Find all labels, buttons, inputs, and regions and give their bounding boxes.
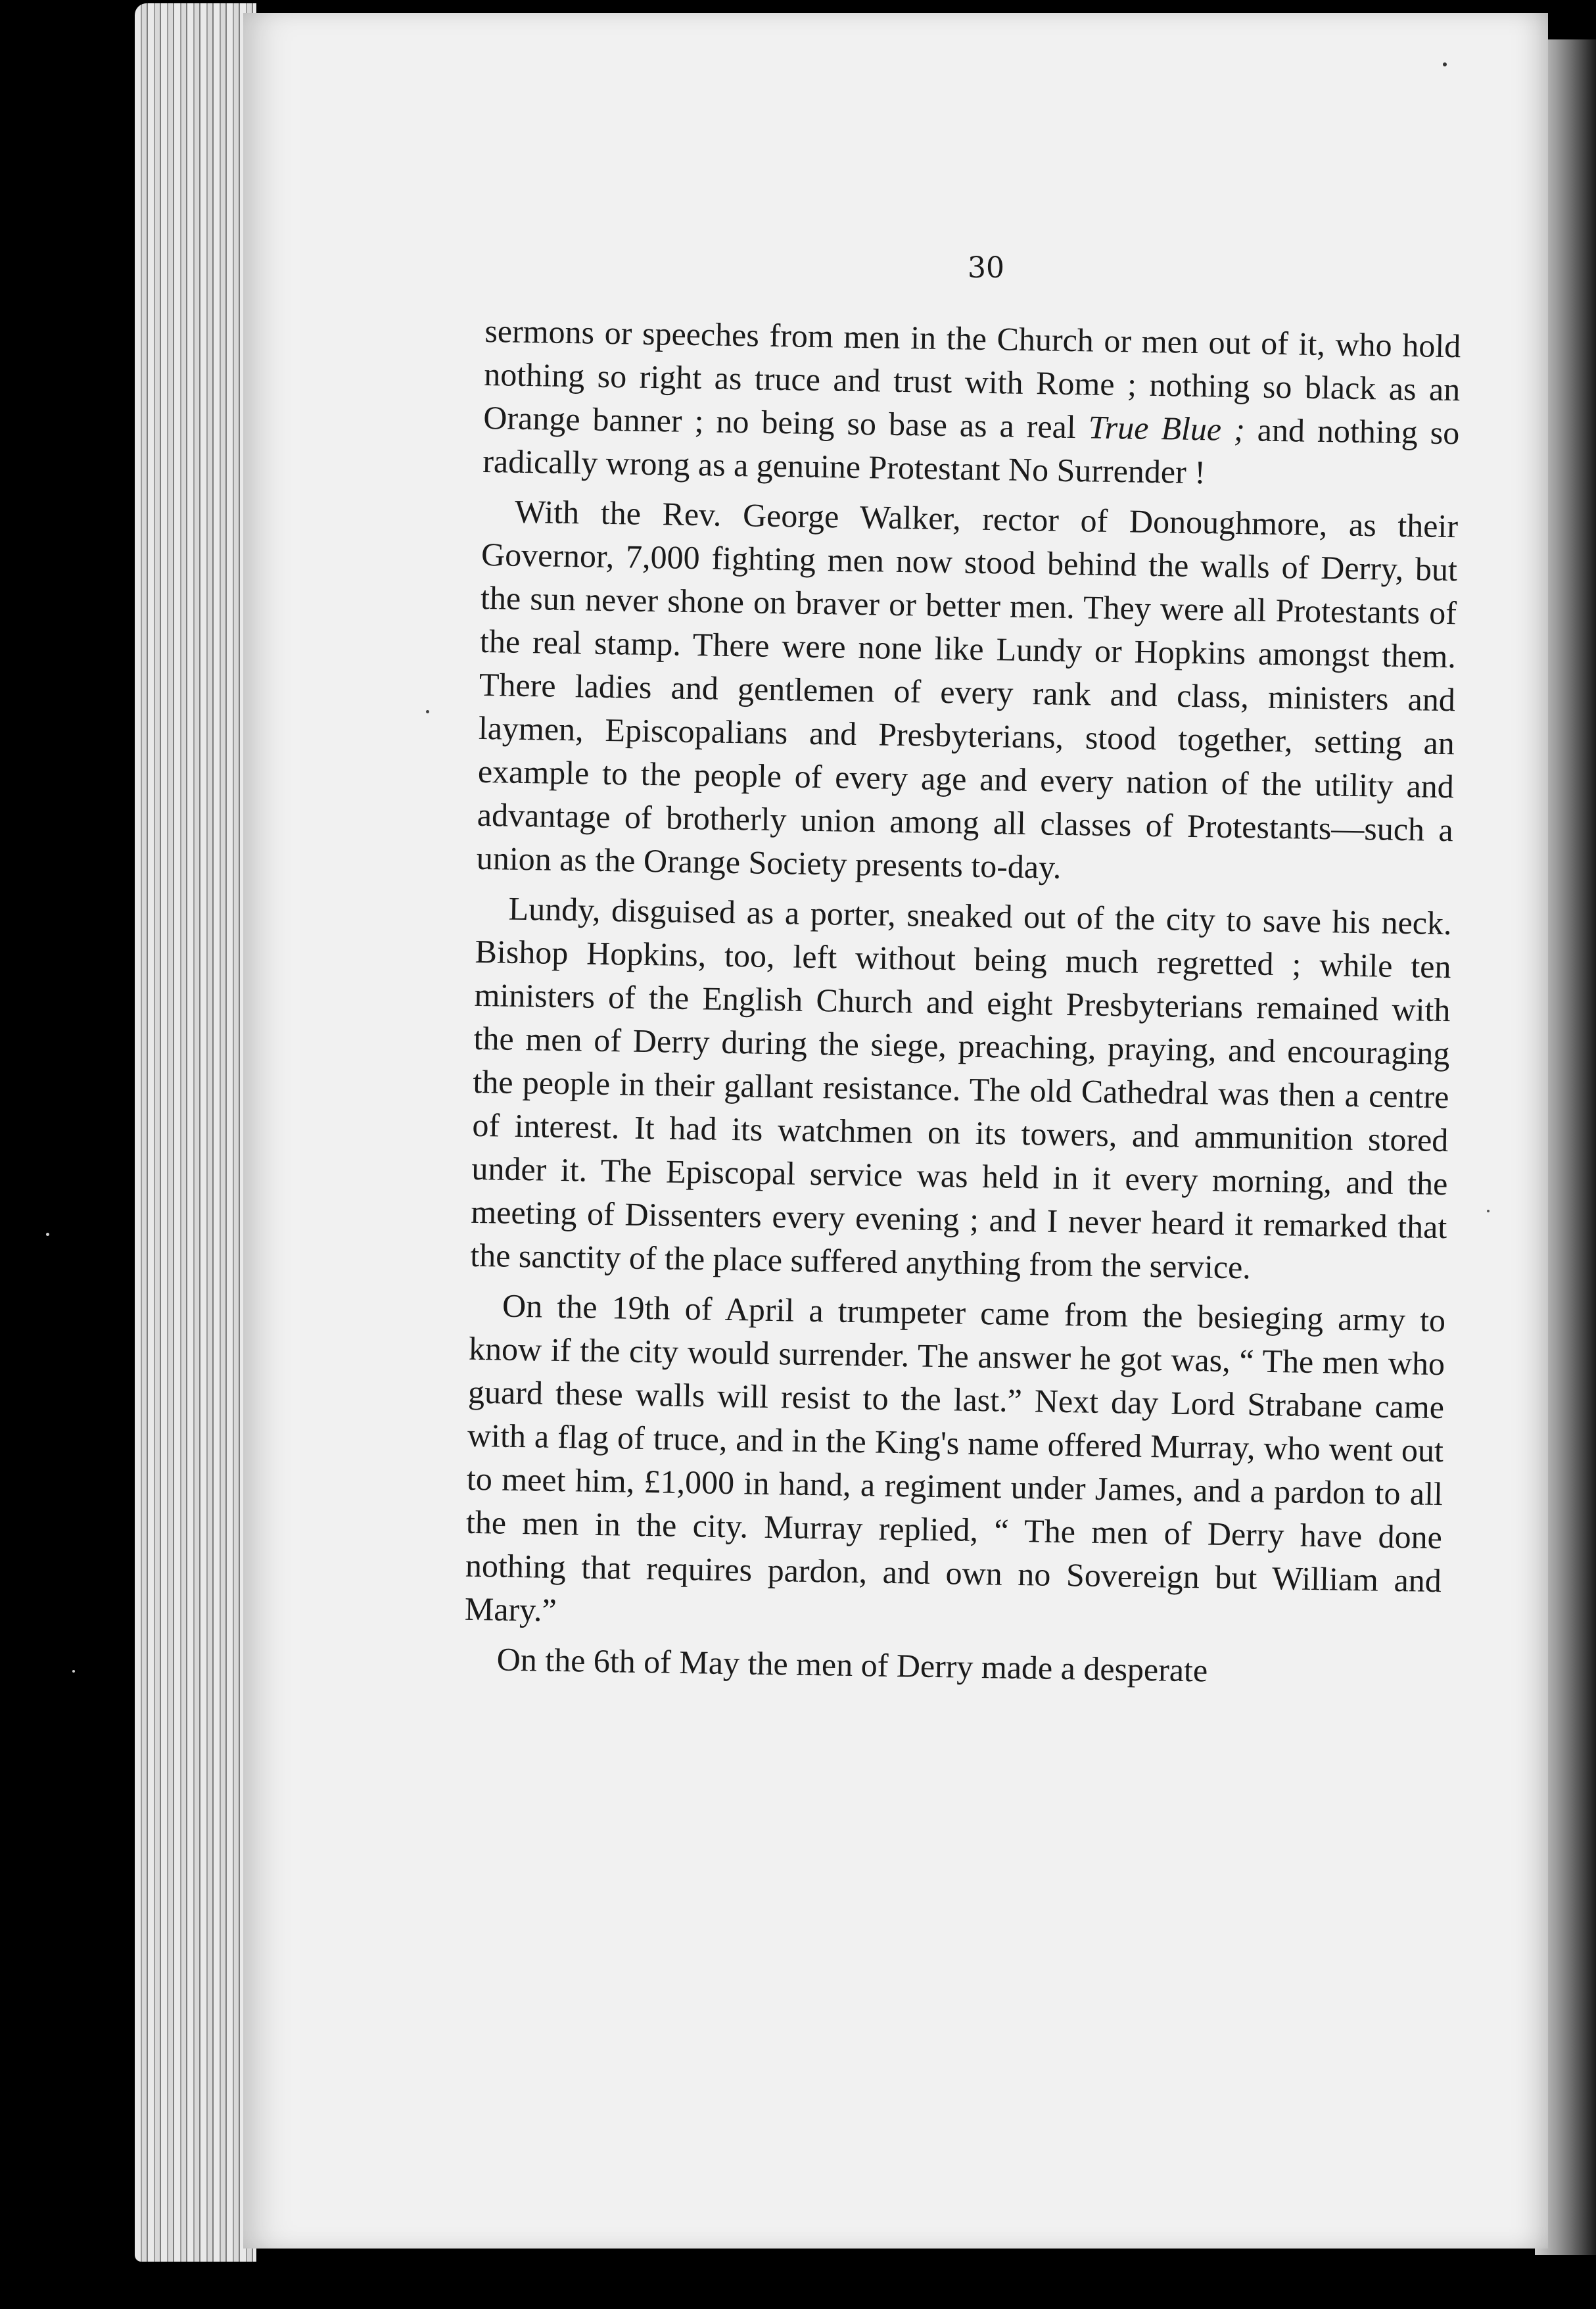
paragraph-5: On the 6th of May the men of Derry made a desperate [496,1640,1208,1689]
paragraph-4: On the 19th of April a trumpeter came from the besieging army to know if the city would surrender. The answer he got was, “ The men who guard these walls will resist to the last.” Next day Lord Strabane came with a flag of truce, and in the King's name offered Murray, who went out to meet him, £1,000 in hand, a regiment under James, and a pardon to all the men in the city. Murray replied, “ The men of Derry have done nothing that requires pardon, and own no Sovereign but William and Mary.” [464,1287,1446,1629]
dust-speck [426,710,429,713]
page-number: 30 [968,251,1004,285]
dust-speck [72,1670,75,1673]
paragraph-1-italic: True Blue ; [1088,408,1246,448]
body-text [463,309,1461,1702]
dust-speck [1487,1210,1490,1212]
dust-speck [46,1233,49,1236]
paragraph-1 [482,309,1461,498]
dust-speck [1443,62,1447,66]
paragraph-3: Lundy, disguised as a porter, sneaked out of the city to save his neck. Bishop Hopkins, too, left without being much regretted ; while ten ministers of the English Church and eight Presbyterians remained with the men of Derry during the siege, preaching, praying, and encouraging the people in their gallant resistance. The old Cathedral was then a centre of interest. It had its watchmen on its towers, and ammunition stored under it. The Episcopal service was held in it every morning, and the meeting of Dissenters every evening ; and I never heard it remarked that the sanctity of the place suffered anything from the service. [469,890,1452,1286]
paragraph-1-text-before: sermons or speeches from men in the Church or men out of it, who hold nothing so right as truce and trust with Rome ; nothing so black as an Orange banner ; no being so base as a real [482,312,1461,446]
book-page-edges [135,3,256,2262]
paragraph-2: With the Rev. George Walker, rector of Donoughmore, as their Governor, 7,000 fighting men now stood behind the walls of Derry, but the sun never shone on braver or better men. They were all Protestants of the real stamp. There were none like Lundy or Hopkins amongst them. There ladies and gentlemen of every rank and class, ministers and laymen, Episcopalians and Presbyterians, stood together, setting an example to the people of every age and every nation of the utility and advantage of brotherly union among all classes of Protestants—such a union as the Orange Society presents to-day. [476,492,1459,886]
paragraph-1-text-after: and nothing so radically wrong as a genuine Protestant No Surrender ! [482,411,1460,491]
